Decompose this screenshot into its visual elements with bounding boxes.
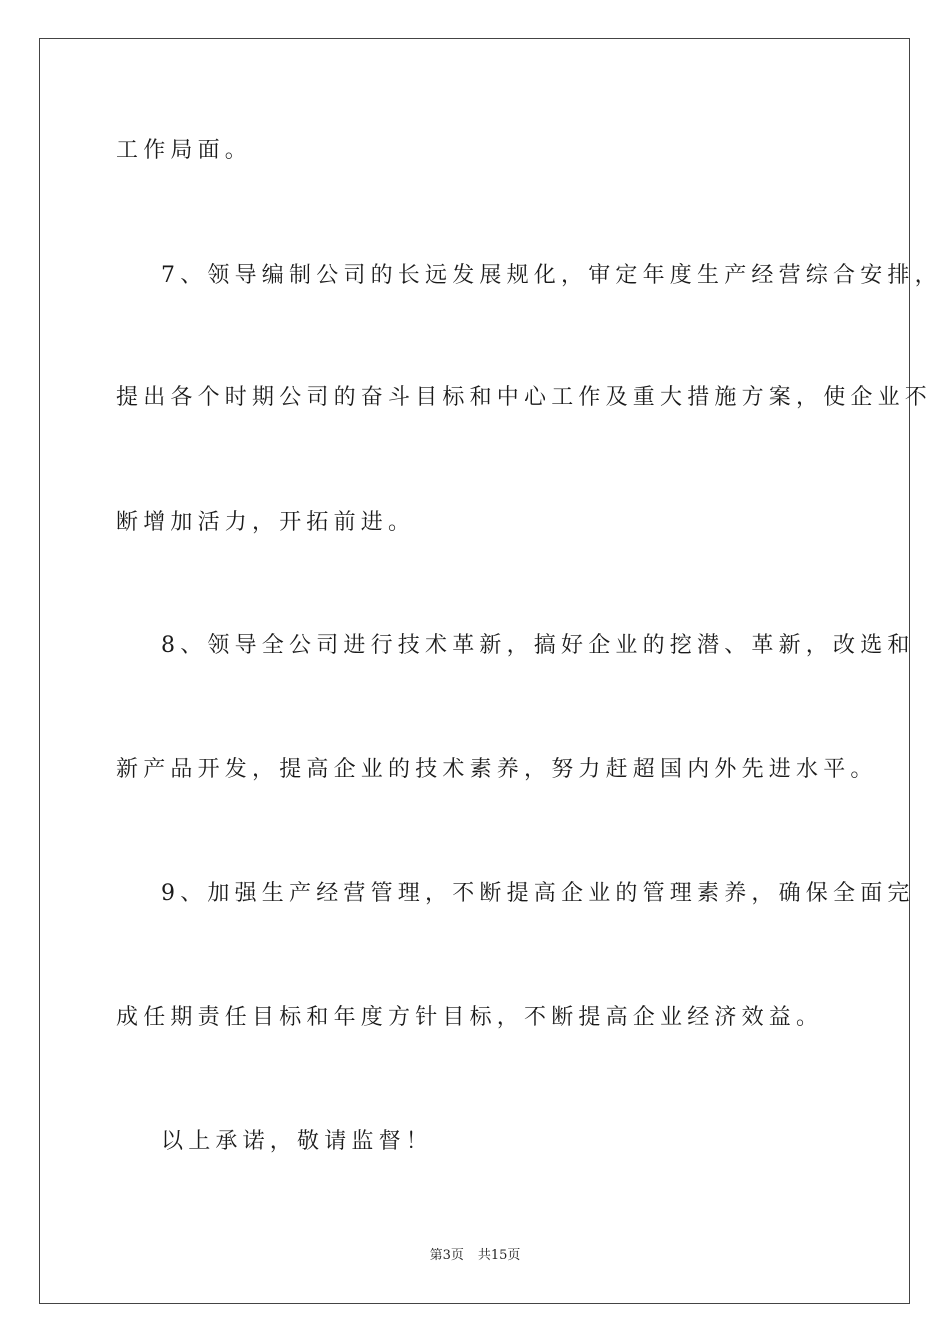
page-total: 共15页: [477, 1248, 521, 1263]
paragraph-line: 以上承诺，敬请监督！: [161, 1129, 434, 1154]
paragraph-line: 断增加活力，开拓前进。: [116, 510, 416, 535]
paragraph-line: 9、加强生产经营管理，不断提高企业的管理素养，确保全面完: [161, 881, 915, 906]
paragraph-line: 工作局面。: [116, 138, 253, 163]
page-footer: [0, 1248, 950, 1264]
paragraph-line: 提出各个时期公司的奋斗目标和中心工作及重大措施方案，使企业不: [116, 385, 933, 410]
paragraph-line: 成任期责任目标和年度方针目标，不断提高企业经济效益。: [116, 1005, 824, 1030]
page-border: [39, 38, 910, 1304]
page-number: 第3页: [429, 1248, 464, 1263]
paragraph-line: 7、领导编制公司的长远发展规化，审定年度生产经营综合安排，: [161, 263, 942, 288]
paragraph-line: 新产品开发，提高企业的技术素养，努力赶超国内外先进水平。: [116, 757, 878, 782]
paragraph-line: 8、领导全公司进行技术革新，搞好企业的挖潜、革新，改选和: [161, 633, 915, 658]
